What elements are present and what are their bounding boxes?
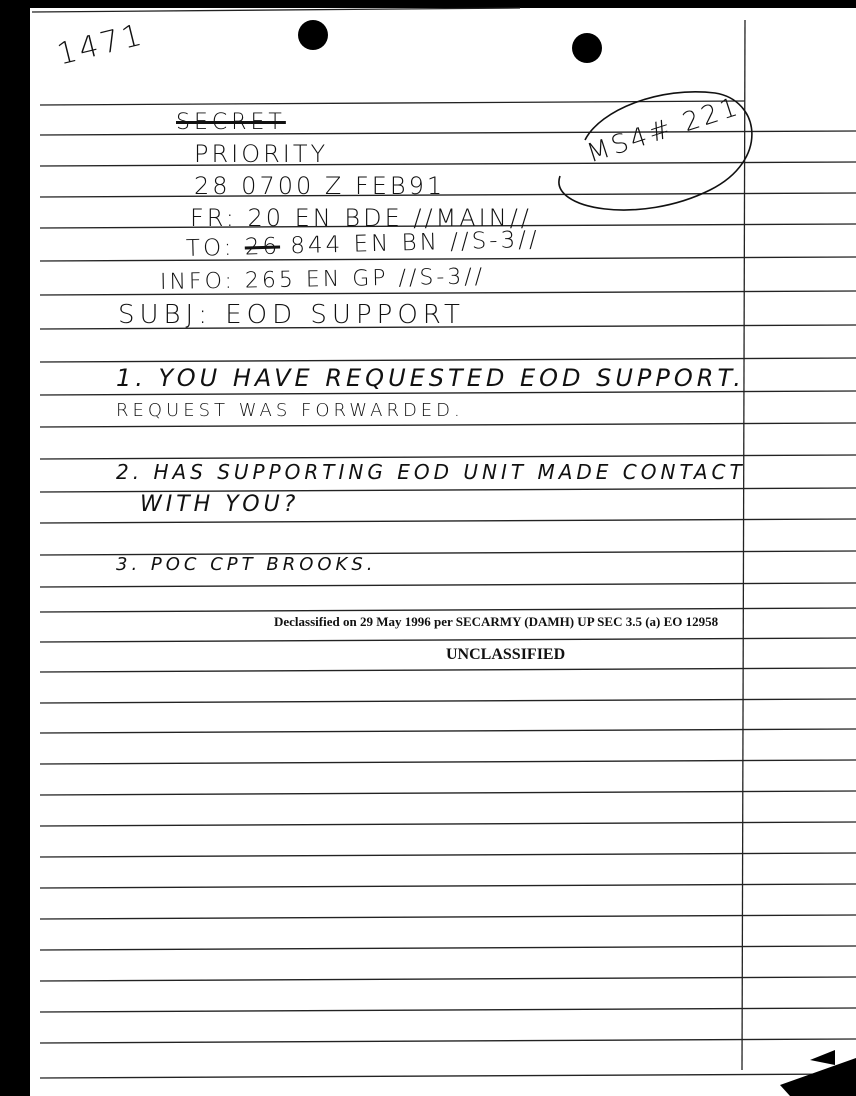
- punch-hole: [572, 33, 602, 63]
- to-prefix: TO:: [185, 234, 235, 262]
- struck-classification: SECRET: [176, 110, 286, 135]
- paragraph-3: 3. POC CPT BROOKS.: [116, 554, 377, 575]
- paragraph-2-line-2: WITH YOU?: [140, 492, 300, 517]
- to-text: 844 EN BN //S-3//: [290, 226, 541, 260]
- inspection-stamp: MS4# 221: [583, 91, 745, 170]
- paragraph-1-line-1: 1. YOU HAVE REQUESTED EOD SUPPORT.: [116, 364, 745, 392]
- subject-line: SUBJ: EOD SUPPORT: [118, 300, 465, 330]
- info-line: INFO: 265 EN GP //S-3//: [159, 264, 486, 295]
- margin-note: 1471: [53, 17, 148, 73]
- to-struck: 26: [244, 233, 281, 261]
- classification-marking: UNCLASSIFIED: [446, 646, 566, 663]
- from-line: FR: 20 EN BDE //MAIN//: [190, 204, 532, 232]
- declassification-notice: Declassified on 29 May 1996 per SECARMY (DAMH) UP SEC 3.5 (a) EO 12958: [274, 614, 719, 629]
- precedence: PRIORITY: [194, 140, 329, 168]
- date-time-group: 28 0700 Z FEB91: [194, 172, 446, 200]
- paragraph-1-line-2: REQUEST WAS FORWARDED.: [116, 400, 464, 421]
- paragraph-2-line-1: 2. HAS SUPPORTING EOD UNIT MADE CONTACT: [116, 460, 746, 484]
- punch-hole: [298, 20, 328, 50]
